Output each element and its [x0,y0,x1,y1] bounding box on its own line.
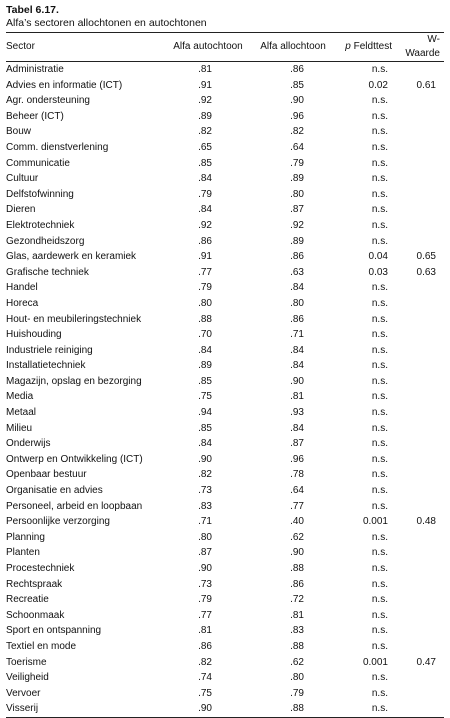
table-subtitle: Alfa’s sectoren allochtonen en autochtonen [6,17,207,29]
cell-sector: Elektrotechniek [6,219,75,231]
cell-sector: Grafische techniek [6,266,89,278]
table-row [6,701,444,717]
table-row [6,655,444,671]
cell-alfa-allochtoon: .81 [290,609,304,621]
cell-alfa-allochtoon: .90 [290,375,304,387]
cell-alfa-autochtoon: .84 [198,344,212,356]
table-row [6,78,444,94]
cell-p-feldttest: 0.001 [362,656,388,668]
cell-p-feldttest: n.s. [371,375,388,387]
cell-p-feldttest: n.s. [371,173,388,185]
cell-w-waarde [394,234,444,250]
cell-alfa-autochtoon: .85 [198,422,212,434]
table-row [6,530,444,546]
cell-alfa-allochtoon: .86 [290,251,304,263]
cell-alfa-allochtoon: .82 [290,126,304,138]
cell-sector: Agr. ondersteuning [6,95,90,107]
cell-w-waarde [394,421,444,437]
cell-w-waarde [394,312,444,328]
cell-p-feldttest: n.s. [371,594,388,606]
table-row [6,296,444,312]
table-row [6,249,444,265]
cell-alfa-allochtoon: .88 [290,563,304,574]
cell-p-feldttest: n.s. [371,547,388,559]
cell-alfa-allochtoon: .86 [290,578,304,590]
cell-alfa-autochtoon: .92 [198,219,212,231]
cell-alfa-autochtoon: .86 [198,640,212,652]
cell-sector: Sport en ontspanning [6,625,102,637]
cell-alfa-allochtoon: .81 [290,391,304,403]
cell-w-waarde [394,592,444,608]
cell-w-waarde [394,109,444,125]
cell-sector: Administratie [6,64,64,75]
cell-p-feldttest: n.s. [371,313,388,325]
header-alfa-autochtoon: Alfa autochtoon [164,33,252,62]
cell-p-feldttest: n.s. [371,344,388,356]
table-row [6,280,444,296]
table-row [6,608,444,624]
cell-alfa-autochtoon: .74 [198,672,212,684]
cell-w-waarde [394,530,444,546]
cell-alfa-autochtoon: .91 [198,251,212,263]
cell-sector: Procestechniek [6,563,75,574]
header-alfa-allochtoon: Alfa allochtoon [252,33,334,62]
cell-alfa-allochtoon: .90 [290,547,304,559]
cell-sector: Magazijn, opslag en bezorging [6,375,142,387]
table-row [6,343,444,359]
cell-p-feldttest: n.s. [371,204,388,216]
cell-alfa-autochtoon: .90 [198,563,212,574]
cell-alfa-allochtoon: .80 [290,297,304,309]
cell-w-waarde [394,577,444,593]
cell-alfa-allochtoon: .62 [290,531,304,543]
cell-alfa-autochtoon: .87 [198,547,212,559]
cell-sector: Personeel, arbeid en loopbaan [6,500,143,512]
cell-alfa-autochtoon: .65 [198,141,212,153]
cell-p-feldttest: n.s. [371,531,388,543]
cell-alfa-allochtoon: .89 [290,235,304,247]
cell-alfa-autochtoon: .70 [198,329,212,341]
cell-alfa-allochtoon: .84 [290,282,304,294]
cell-sector: Visserij [6,701,164,717]
cell-sector: Media [6,391,34,403]
cell-alfa-autochtoon: .82 [198,126,212,138]
cell-w-waarde [394,639,444,655]
cell-p-feldttest: n.s. [371,391,388,403]
cell-p-feldttest: n.s. [371,329,388,341]
cell-w-waarde [394,670,444,686]
cell-alfa-allochtoon: .88 [290,640,304,652]
cell-alfa-allochtoon: .84 [290,344,304,356]
table-row [6,421,444,437]
cell-p-feldttest: n.s. [371,687,388,699]
cell-w-waarde [394,202,444,218]
cell-p-feldttest: n.s. [371,672,388,684]
cell-alfa-autochtoon: .82 [198,656,212,668]
cell-w-waarde [394,343,444,359]
cell-p-feldttest: n.s. [371,485,388,497]
cell-p-feldttest: n.s. [371,422,388,434]
cell-sector: Glas, aardewerk en keramiek [6,251,137,263]
table-row [6,561,444,577]
cell-alfa-allochtoon: .87 [290,204,304,216]
cell-alfa-allochtoon: .92 [290,219,304,231]
cell-sector: Persoonlijke verzorging [6,516,110,528]
cell-w-waarde [394,327,444,343]
cell-p-feldttest: n.s. [371,625,388,637]
cell-sector: Vervoer [6,687,41,699]
cell-w-waarde [394,623,444,639]
cell-p-feldttest: n.s. [371,141,388,153]
cell-w-waarde [394,701,444,717]
cell-p-feldttest: 0.001 [362,516,388,528]
cell-w-waarde: 0.47 [416,656,436,668]
cell-alfa-autochtoon: .84 [198,173,212,185]
cell-w-waarde [394,93,444,109]
cell-alfa-allochtoon: .77 [290,500,304,512]
table-row [6,327,444,343]
cell-alfa-allochtoon: .40 [290,516,304,528]
table-row [6,436,444,452]
cell-w-waarde [394,171,444,187]
cell-p-feldttest: n.s. [371,578,388,590]
header-p-letter: p [345,41,351,52]
table-row [6,140,444,156]
cell-alfa-allochtoon: .78 [290,469,304,481]
cell-p-feldttest: n.s. [371,500,388,512]
cell-alfa-autochtoon: .94 [198,407,212,419]
cell-sector: Advies en informatie (ICT) [6,79,123,91]
cell-p-feldttest: n.s. [371,297,388,309]
cell-p-feldttest: n.s. [371,64,388,75]
cell-p-feldttest: n.s. [371,407,388,419]
cell-alfa-allochtoon: .93 [290,407,304,419]
cell-alfa-autochtoon: .80 [198,297,212,309]
cell-alfa-autochtoon: .86 [198,235,212,247]
cell-w-waarde [394,62,444,78]
cell-alfa-autochtoon: .89 [198,360,212,372]
cell-w-waarde [394,374,444,390]
table-row [6,171,444,187]
cell-alfa-allochtoon: .62 [290,656,304,668]
cell-alfa-autochtoon: .85 [198,375,212,387]
cell-p-feldttest: n.s. [371,453,388,465]
cell-p-feldttest: n.s. [371,110,388,122]
cell-w-waarde [394,156,444,172]
cell-w-waarde: 0.48 [416,516,436,528]
cell-alfa-allochtoon: .83 [290,625,304,637]
cell-w-waarde [394,389,444,405]
cell-w-waarde [394,561,444,577]
cell-w-waarde [394,436,444,452]
table-row [6,592,444,608]
cell-alfa-autochtoon: .71 [198,516,212,528]
cell-sector: Openbaar bestuur [6,469,87,481]
table-row [6,312,444,328]
header-feldttest: Feldttest [350,41,392,52]
cell-alfa-allochtoon: .79 [290,157,304,169]
cell-alfa-autochtoon: .91 [198,79,212,91]
cell-alfa-autochtoon: .84 [198,438,212,450]
cell-p-feldttest: 0.03 [368,266,388,278]
table-title: Tabel 6.17. [6,4,59,16]
cell-alfa-autochtoon: .85 [198,157,212,169]
cell-w-waarde [394,358,444,374]
cell-alfa-autochtoon: .80 [198,531,212,543]
cell-alfa-autochtoon: .82 [198,469,212,481]
cell-alfa-autochtoon: .89 [198,110,212,122]
cell-sector: Delfstofwinning [6,188,74,200]
cell-alfa-allochtoon: .85 [290,79,304,91]
table-row [6,124,444,140]
cell-alfa-autochtoon: .75 [198,687,212,699]
cell-sector: Recreatie [6,594,49,606]
cell-sector: Horeca [6,297,39,309]
cell-p-feldttest: n.s. [371,126,388,138]
cell-alfa-allochtoon: .96 [290,110,304,122]
cell-sector: Communicatie [6,157,70,169]
cell-alfa-autochtoon: .83 [198,500,212,512]
table-row [6,467,444,483]
cell-alfa-allochtoon: .84 [290,360,304,372]
cell-w-waarde [394,280,444,296]
table-row [6,265,444,281]
cell-alfa-autochtoon: .84 [198,204,212,216]
cell-sector: Ontwerp en Ontwikkeling (ICT) [6,453,143,465]
cell-alfa-autochtoon: .73 [198,485,212,497]
cell-p-feldttest: n.s. [371,563,388,574]
table-row [6,577,444,593]
cell-w-waarde [394,140,444,156]
cell-sector: Hout- en meubileringstechniek [6,313,142,325]
cell-p-feldttest: n.s. [371,609,388,621]
cell-w-waarde [394,483,444,499]
table-row [6,483,444,499]
cell-alfa-allochtoon: .96 [290,453,304,465]
cell-alfa-allochtoon: .88 [252,701,334,717]
cell-alfa-allochtoon: .90 [290,95,304,107]
cell-alfa-autochtoon: .79 [198,594,212,606]
cell-alfa-allochtoon: .64 [290,485,304,497]
table-row [6,389,444,405]
cell-w-waarde [394,218,444,234]
cell-sector: Industriele reiniging [6,344,93,356]
cell-p-feldttest: 0.04 [368,251,388,263]
cell-alfa-allochtoon: .86 [290,313,304,325]
cell-alfa-allochtoon: .80 [290,672,304,684]
cell-w-waarde [394,467,444,483]
cell-alfa-autochtoon: .75 [198,391,212,403]
cell-p-feldttest: n.s. [371,219,388,231]
cell-w-waarde [394,608,444,624]
table-row [6,218,444,234]
cell-sector: Cultuur [6,173,39,185]
table-row [6,670,444,686]
cell-alfa-autochtoon: .81 [198,64,212,75]
cell-sector: Toerisme [6,656,47,668]
cell-w-waarde [394,686,444,702]
cell-alfa-allochtoon: .84 [290,422,304,434]
cell-p-feldttest: 0.02 [368,79,388,91]
cell-w-waarde [394,124,444,140]
data-table [6,32,444,718]
cell-alfa-allochtoon: .64 [290,141,304,153]
table-row [6,109,444,125]
cell-alfa-autochtoon: .90 [198,453,212,465]
cell-p-feldttest: n.s. [371,438,388,450]
cell-alfa-allochtoon: .87 [290,438,304,450]
cell-sector: Handel [6,282,38,294]
cell-w-waarde [394,452,444,468]
cell-sector: Bouw [6,126,32,138]
cell-sector: Gezondheidszorg [6,235,85,247]
cell-sector: Installatietechniek [6,360,86,372]
cell-p-feldttest: n.s. [371,157,388,169]
cell-sector: Metaal [6,407,37,419]
cell-sector: Huishouding [6,329,62,341]
cell-p-feldttest: n.s. [371,235,388,247]
cell-p-feldttest: n.s. [371,95,388,107]
cell-alfa-autochtoon: .81 [198,625,212,637]
table-row [6,62,444,78]
cell-alfa-allochtoon: .79 [290,687,304,699]
cell-sector: Rechtspraak [6,578,63,590]
table-row [6,514,444,530]
cell-sector: Organisatie en advies [6,485,103,497]
cell-alfa-allochtoon: .89 [290,173,304,185]
table-row [6,405,444,421]
cell-w-waarde [394,187,444,203]
table-row [6,452,444,468]
table-row [6,234,444,250]
cell-w-waarde: 0.61 [416,79,436,91]
cell-sector: Dieren [6,204,36,216]
cell-sector: Milieu [6,422,33,434]
table-row [6,187,444,203]
cell-sector: Textiel en mode [6,640,77,652]
header-p-feldttest [334,33,394,62]
cell-alfa-autochtoon: .79 [198,188,212,200]
table-row [6,93,444,109]
cell-w-waarde [394,499,444,515]
cell-alfa-autochtoon: .73 [198,578,212,590]
cell-p-feldttest: n.s. [371,640,388,652]
table-row [6,623,444,639]
header-sector: Sector [6,33,164,62]
cell-w-waarde [394,296,444,312]
table-row [6,686,444,702]
cell-alfa-autochtoon: .77 [198,609,212,621]
table-row [6,374,444,390]
cell-alfa-autochtoon: .90 [164,701,252,717]
cell-sector: Planning [6,531,45,543]
cell-alfa-allochtoon: .71 [290,329,304,341]
cell-p-feldttest: n.s. [371,469,388,481]
cell-alfa-autochtoon: .92 [198,95,212,107]
cell-w-waarde: 0.65 [416,251,436,263]
header-w-waarde: W-Waarde [394,33,444,62]
cell-w-waarde: 0.63 [416,266,436,278]
cell-sector: Comm. dienstverlening [6,141,109,153]
header-row [6,33,444,62]
table-row [6,639,444,655]
cell-w-waarde [394,545,444,561]
table-row [6,358,444,374]
cell-alfa-autochtoon: .88 [198,313,212,325]
cell-p-feldttest: n.s. [334,701,394,717]
cell-sector: Onderwijs [6,438,51,450]
cell-alfa-autochtoon: .77 [198,266,212,278]
cell-alfa-autochtoon: .79 [198,282,212,294]
cell-alfa-allochtoon: .72 [290,594,304,606]
cell-p-feldttest: n.s. [371,282,388,294]
table-row [6,545,444,561]
table-row [6,499,444,515]
cell-p-feldttest: n.s. [371,188,388,200]
cell-alfa-allochtoon: .63 [290,266,304,278]
cell-sector: Planten [6,547,40,559]
cell-sector: Veiligheid [6,672,49,684]
cell-w-waarde [394,405,444,421]
table-row [6,202,444,218]
cell-alfa-allochtoon: .86 [290,64,304,75]
cell-p-feldttest: n.s. [371,360,388,372]
cell-alfa-allochtoon: .80 [290,188,304,200]
cell-sector: Beheer (ICT) [6,110,64,122]
cell-sector: Schoonmaak [6,609,65,621]
table-row [6,156,444,172]
